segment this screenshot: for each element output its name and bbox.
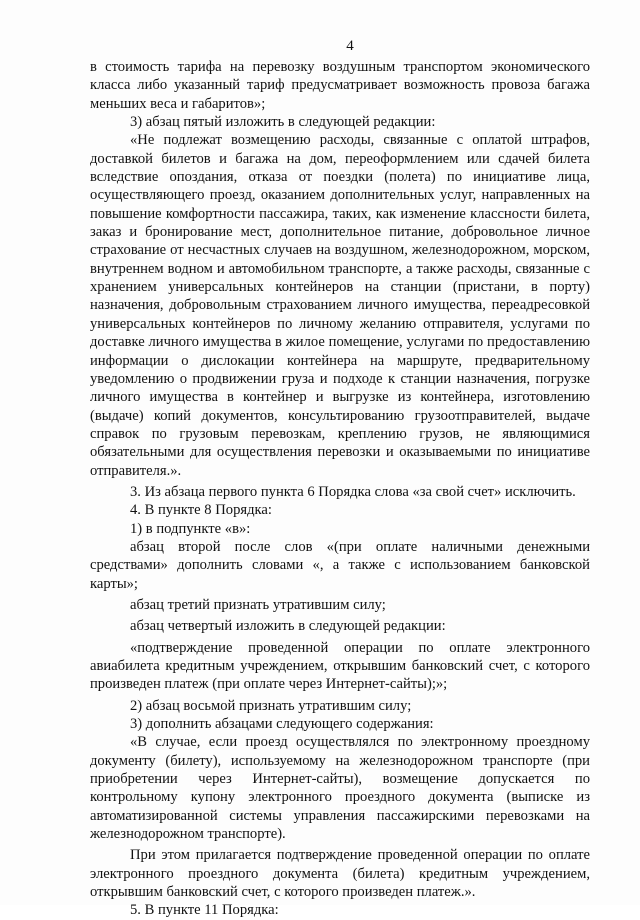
paragraph-6: 1) в подпункте «в»: — [130, 520, 251, 537]
paragraph-12: 3) дополнить абзацами следующего содержания: — [130, 716, 434, 733]
paragraph-2: 3) абзац пятый изложить в следующей редакции: — [130, 114, 436, 131]
page-number: 4 — [346, 38, 354, 54]
paragraph-15: 5. В пункте 11 Порядка: — [130, 902, 279, 919]
paragraph-13: «В случае, если проезд осуществлялся по электронному проездному документу (билету), используемому на железнодорожном транспорте (при приобретении через Интернет-сайты), возмещение допускается по контрольному купону электронного проездного документа (выписке из автоматизированной системы управления пассажирскими перевозками на железнодорожном транспорте). — [90, 734, 590, 843]
paragraph-11: 2) абзац восьмой признать утратившим силу; — [130, 697, 412, 714]
paragraph-7: абзац второй после слов «(при оплате наличными денежными средствами» дополнить словами «, а также с использованием банковской карты»; — [90, 538, 590, 592]
paragraph-8: абзац третий признать утратившим силу; — [130, 596, 386, 613]
paragraph-1: в стоимость тарифа на перевозку воздушным транспортом экономического класса либо указанный тариф предусматривает возможность провоза багажа меньших веса и габаритов»; — [90, 59, 590, 112]
paragraph-5: 4. В пункте 8 Порядка: — [130, 502, 272, 519]
paragraph-4: 3. Из абзаца первого пункта 6 Порядка слова «за свой счет» исключить. — [130, 483, 576, 500]
paragraph-3: «Не подлежат возмещению расходы, связанные с оплатой штрафов, доставкой билетов и багажа на дом, переоформлением или сдачей билета вследствие опоздания, отказа от поездки (полета) по инициативе лица, осуществляющего проезд, оказанием дополнительных услуг, направленных на повышение комфортности пассажира, таких, как изменение классности билета, заказ и бронирование мест, дополнительное питание, добровольное личное страхование от несчастных случаев на воздушном, железнодорожном, морском, внутреннем водном и автомобильном транспорте, а также расходы, связанные с хранением универсальных контейнеров на станции (пристани, в порту) назначения, добровольным страхованием личного имущества, переадресовкой универсальных контейнеров по личному желанию отправителя, услугами по доставке личного имущества в жилое помещение, услугами по предоставлению информации о дислокации контейнера на маршруте, предварительному уведомлению о продвижении груза и подходе к станции назначения, погрузке личного имущества в контейнер и выгрузке из контейнера, изготовлению (выдаче) копий документов, консультированию грузоотправителей, выдаче справок по грузовым перевозкам, креплению грузов, не являющимися обязательными для осуществления перевозки и оказываемыми по инициативе отправителя.». — [90, 132, 590, 479]
paragraph-14: При этом прилагается подтверждение проведенной операции по оплате электронного проездного документа (билета) кредитным учреждением, открывшим банковский счет, с которого произведен платеж.». — [90, 847, 590, 901]
paragraph-9: абзац четвертый изложить в следующей редакции: — [130, 618, 446, 635]
paragraph-10: «подтверждение проведенной операции по оплате электронного авиабилета кредитным учреждением, открывшим банковский счет, с которого произведен платеж (при оплате через Интернет-сайты);»; — [90, 639, 590, 693]
